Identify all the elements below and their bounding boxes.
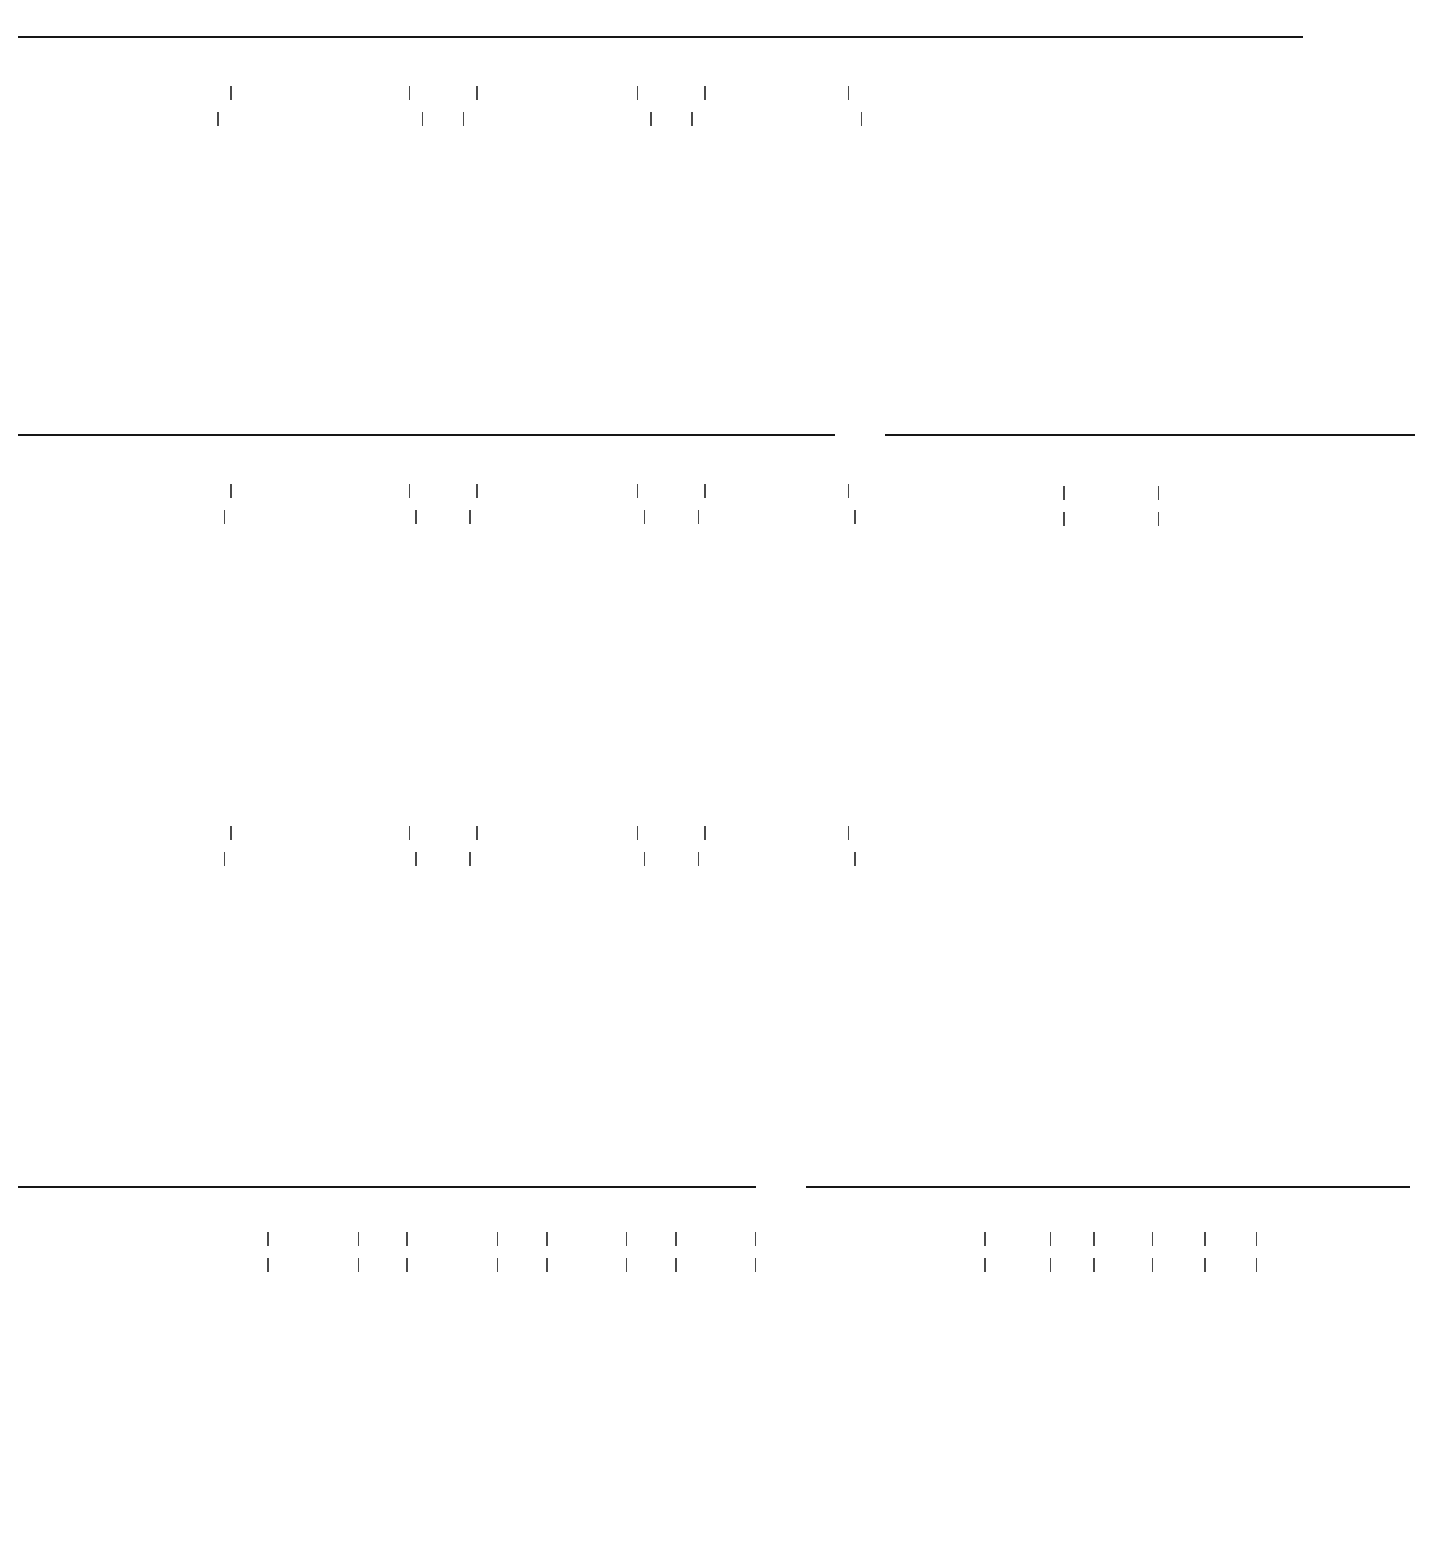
width-dim	[704, 82, 849, 104]
open-width-dim	[469, 506, 645, 528]
open-width-dim	[463, 108, 652, 130]
open-width-dim	[698, 848, 856, 870]
model-column-cod-3005	[704, 454, 849, 542]
section-rule-modular	[18, 434, 835, 436]
width-dim	[476, 480, 638, 502]
width-dim	[406, 1228, 498, 1250]
width-dim	[1063, 482, 1159, 504]
model-column-cod-5200	[267, 1202, 359, 1280]
width-dim	[704, 480, 849, 502]
width-dim	[1204, 1228, 1257, 1250]
width-dim	[230, 822, 410, 844]
model-column-cod-3505	[476, 454, 638, 542]
width-dim	[984, 1228, 1051, 1250]
model-column-cod-4000	[230, 56, 410, 144]
model-column-cod-4005	[230, 454, 410, 542]
model-column-cod-3000	[704, 56, 849, 144]
width-dim	[704, 822, 849, 844]
top-width-dim	[984, 1254, 1051, 1276]
top-width-dim	[1093, 1254, 1153, 1276]
top-width-dim	[267, 1254, 359, 1276]
open-width-dim	[217, 108, 423, 130]
model-column-cod-5203	[675, 1202, 756, 1280]
width-dim	[476, 82, 638, 104]
model-column-cod-3006	[704, 796, 849, 884]
model-column-cod-1098f	[984, 1202, 1051, 1280]
top-width-dim	[546, 1254, 627, 1276]
width-dim	[230, 82, 410, 104]
section-rule-sofa-beds	[18, 36, 1303, 38]
width-dim	[230, 480, 410, 502]
top-width-dim	[1063, 508, 1159, 530]
model-column-cod-4006	[230, 796, 410, 884]
model-column-cod-5201	[406, 1202, 498, 1280]
model-column-cod-3506	[476, 796, 638, 884]
section-rule-armchairs	[806, 1186, 1410, 1188]
section-rule-meridienne	[18, 1186, 756, 1188]
width-dim	[546, 1228, 627, 1250]
width-dim	[267, 1228, 359, 1250]
model-column-cod-3500	[476, 56, 638, 144]
open-width-dim	[224, 506, 417, 528]
width-dim	[1093, 1228, 1153, 1250]
top-width-dim	[406, 1254, 498, 1276]
open-width-dim	[469, 848, 645, 870]
open-width-dim	[698, 506, 856, 528]
model-column-cod-1078f	[1204, 1202, 1257, 1280]
width-dim	[476, 822, 638, 844]
model-column-cod-5000	[1063, 456, 1159, 534]
model-column-cod-5202	[546, 1202, 627, 1280]
width-dim	[675, 1228, 756, 1250]
section-rule-corner	[885, 434, 1415, 436]
open-width-dim	[224, 848, 417, 870]
model-column-cod-1088f	[1093, 1202, 1153, 1280]
open-width-dim	[691, 108, 862, 130]
top-width-dim	[675, 1254, 756, 1276]
top-width-dim	[1204, 1254, 1257, 1276]
